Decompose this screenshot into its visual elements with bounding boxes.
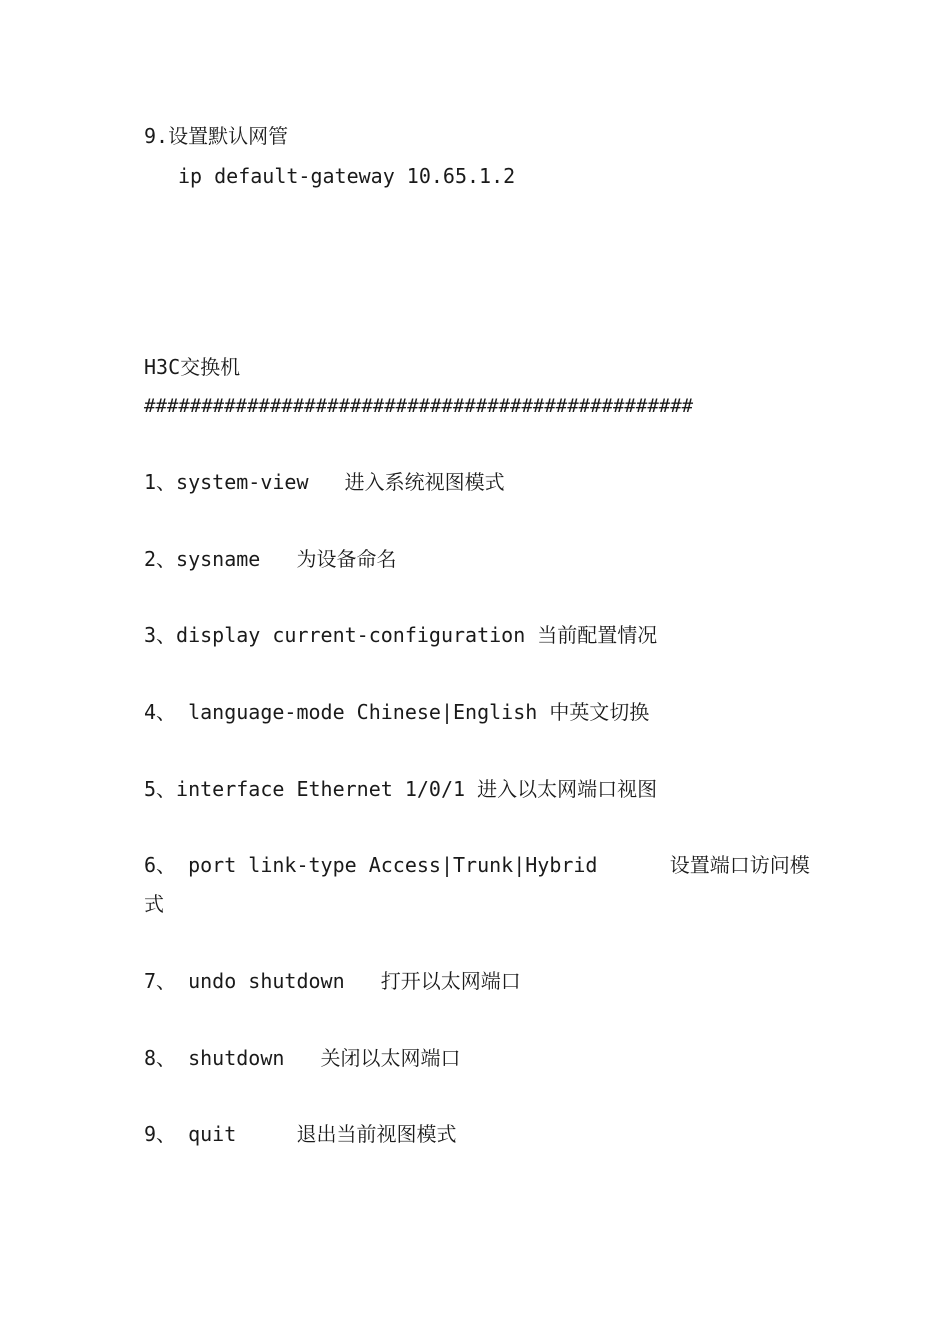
list-item: 1、system-view 进入系统视图模式: [144, 470, 505, 494]
list-item: 5、interface Ethernet 1/0/1 进入以太网端口视图: [144, 777, 658, 801]
list-item: 3、display current-configuration 当前配置情况: [144, 623, 658, 647]
separator-line: ################################################: [144, 395, 694, 417]
default-gateway-command: ip default-gateway 10.65.1.2: [178, 164, 516, 188]
list-item: 8、 shutdown 关闭以太网端口: [144, 1046, 461, 1070]
list-item: 7、 undo shutdown 打开以太网端口: [144, 969, 521, 993]
list-item-continuation: 式: [144, 892, 164, 916]
section9-heading: 9.设置默认网管: [144, 124, 289, 148]
list-item: 4、 language-mode Chinese|English 中英文切换: [144, 700, 650, 724]
list-item: 2、sysname 为设备命名: [144, 547, 397, 571]
h3c-title: H3C交换机: [144, 355, 241, 379]
list-item: 6、 port link-type Access|Trunk|Hybrid 设置端口访问模: [144, 853, 810, 877]
list-item: 9、 quit 退出当前视图模式: [144, 1122, 457, 1146]
